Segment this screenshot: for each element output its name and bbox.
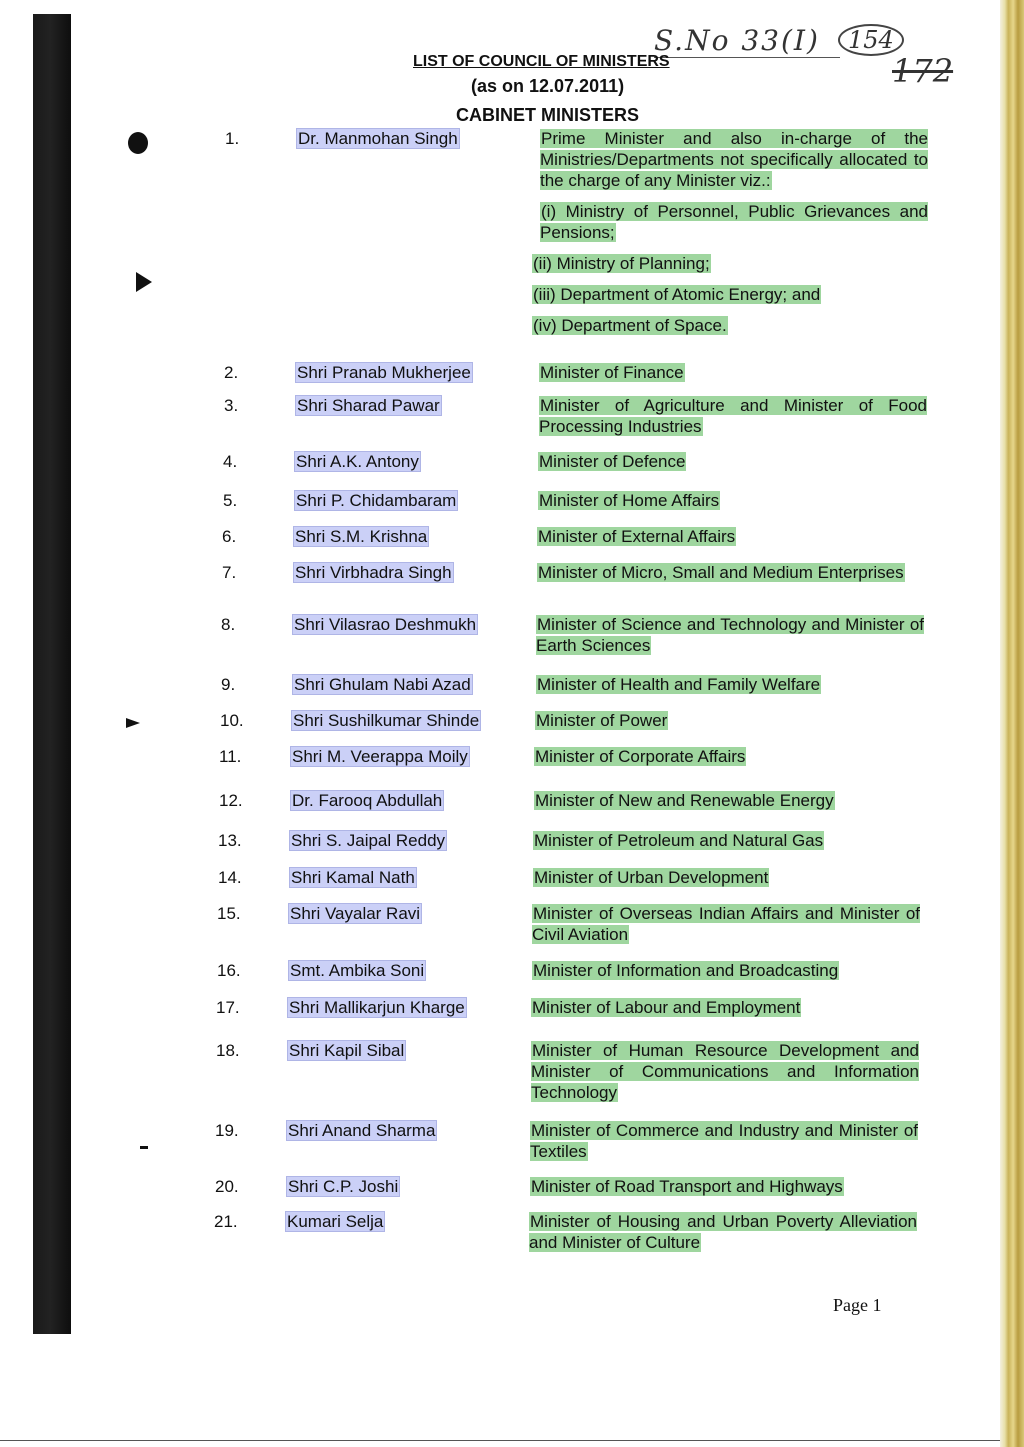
- minister-portfolio-cell: [534, 790, 922, 811]
- document-date: (as on 12.07.2011): [471, 76, 625, 96]
- minister-portfolio-cell: [530, 1176, 918, 1197]
- minister-number: 11.: [219, 747, 242, 766]
- minister-name-cell: [296, 395, 441, 416]
- minister-portfolio: Minister of Overseas Indian Affairs and Minister of Civil Aviation: [532, 904, 920, 944]
- minister-name-cell: [290, 867, 416, 888]
- minister-portfolio: Minister of Housing and Urban Poverty Alleviation and Minister of Culture: [529, 1212, 917, 1252]
- page-edge-right: [1000, 0, 1024, 1447]
- minister-portfolio-cell: [539, 395, 927, 437]
- minister-portfolio: Minister of Agriculture and Minister of Food Processing Industries: [539, 396, 927, 436]
- minister-name: Shri Mallikarjun Kharge: [289, 998, 465, 1017]
- document-title: LIST OF COUNCIL OF MINISTERS: [413, 53, 670, 70]
- minister-portfolio: Minister of New and Renewable Energy: [535, 791, 834, 810]
- minister-portfolio-cell: [530, 1120, 918, 1162]
- minister-portfolio-cell: [538, 451, 926, 472]
- minister-name-cell: [293, 614, 477, 635]
- minister-portfolio: Minister of Home Affairs: [539, 491, 720, 510]
- section-heading: CABINET MINISTERS: [456, 105, 640, 125]
- minister-number: 14.: [218, 868, 242, 887]
- portfolio-subitem-text: (ii) Ministry of Planning;: [533, 254, 710, 273]
- portfolio-subitem: [532, 253, 928, 274]
- minister-name-cell: [295, 451, 420, 472]
- minister-portfolio-cell: [536, 614, 924, 656]
- minister-name: Shri Vilasrao Deshmukh: [294, 615, 477, 634]
- minister-name: Shri C.P. Joshi: [288, 1177, 399, 1196]
- minister-portfolio-cell: [533, 867, 921, 888]
- minister-name: Shri Pranab Mukherjee: [297, 363, 471, 382]
- minister-portfolio-cell: [533, 830, 921, 851]
- minister-name-cell: [287, 1120, 436, 1141]
- minister-portfolio: Minister of Corporate Affairs: [535, 747, 746, 766]
- minister-name: Shri M. Veerappa Moily: [292, 747, 468, 766]
- minister-portfolio: Minister of Human Resource Development and Minister of Communications and Information Technology: [531, 1041, 919, 1102]
- handwritten-serial: S.No 33(I): [654, 24, 820, 57]
- minister-name-cell: [292, 710, 480, 731]
- minister-number: 12.: [219, 791, 243, 810]
- portfolio-subitem: [540, 201, 928, 243]
- minister-number: 5.: [223, 491, 238, 510]
- minister-portfolio: Minister of Information and Broadcasting: [533, 961, 839, 980]
- minister-name-cell: [287, 1176, 399, 1197]
- handwritten-struck-number: 172: [892, 52, 954, 90]
- minister-name-cell: [288, 997, 466, 1018]
- minister-portfolio-cell: [531, 997, 919, 1018]
- minister-portfolio-cell: [536, 674, 924, 695]
- handwritten-circled-number: 154: [838, 24, 904, 56]
- minister-name: Dr. Farooq Abdullah: [292, 791, 443, 810]
- minister-name: Smt. Ambika Soni: [290, 961, 425, 980]
- minister-portfolio-cell: [535, 710, 923, 731]
- minister-number: 13.: [218, 831, 242, 850]
- minister-name-cell: [290, 830, 446, 851]
- minister-number: 8.: [221, 615, 236, 634]
- minister-portfolio-cell: [538, 490, 926, 511]
- minister-name-cell: [288, 1040, 405, 1061]
- minister-portfolio: Minister of Micro, Small and Medium Enterprises: [538, 563, 904, 582]
- minister-number: 9.: [221, 675, 236, 694]
- minister-portfolio-cell: [539, 362, 927, 383]
- minister-number: 16.: [217, 961, 241, 980]
- minister-name: Kumari Selja: [287, 1212, 384, 1231]
- minister-name-cell: [289, 960, 425, 981]
- minister-number: 10.: [220, 711, 244, 730]
- minister-name: Shri Virbhadra Singh: [295, 563, 452, 582]
- minister-number: 4.: [223, 452, 238, 471]
- minister-number: 2.: [224, 363, 239, 382]
- minister-number: 15.: [217, 904, 241, 923]
- portfolio-subitem-text: (iv) Department of Space.: [533, 316, 727, 335]
- minister-name-cell: [294, 526, 428, 547]
- minister-name: Shri P. Chidambaram: [296, 491, 457, 510]
- minister-portfolio-cell: [532, 960, 920, 981]
- minister-number: 6.: [222, 527, 237, 546]
- minister-portfolio-cell: [534, 746, 922, 767]
- minister-portfolio-cell: [537, 562, 925, 583]
- minister-name-cell: [289, 903, 421, 924]
- minister-portfolio-cell: [532, 903, 920, 945]
- minister-portfolio: Minister of Urban Development: [534, 868, 769, 887]
- minister-portfolio: Minister of Road Transport and Highways: [531, 1177, 843, 1196]
- minister-name: Shri Sushilkumar Shinde: [293, 711, 480, 730]
- portfolio-subitem-text: (i) Ministry of Personnel, Public Grievances and Pensions;: [540, 202, 928, 242]
- minister-name: Shri Anand Sharma: [288, 1121, 436, 1140]
- page-number: Page 1: [833, 1295, 882, 1315]
- portfolio-subitem: [532, 315, 928, 336]
- minister-name-cell: [295, 490, 457, 511]
- minister-number: 19.: [215, 1121, 239, 1140]
- minister-name-cell: [297, 128, 459, 149]
- minister-number: 17.: [216, 998, 240, 1017]
- minister-name: Shri Kapil Sibal: [289, 1041, 405, 1060]
- minister-name: Shri Ghulam Nabi Azad: [294, 675, 471, 694]
- minister-name-cell: [286, 1211, 384, 1232]
- minister-portfolio: Minister of Finance: [540, 363, 684, 382]
- minister-name: Shri Kamal Nath: [291, 868, 415, 887]
- minister-name: Shri Vayalar Ravi: [290, 904, 421, 923]
- minister-name: Shri Sharad Pawar: [297, 396, 440, 415]
- minister-portfolio: Minister of Health and Family Welfare: [537, 675, 821, 694]
- minister-number: 1.: [225, 129, 240, 148]
- minister-number: 18.: [216, 1041, 240, 1060]
- minister-portfolio: Minister of Defence: [539, 452, 686, 471]
- portfolio-subitem-text: (iii) Department of Atomic Energy; and: [533, 285, 821, 304]
- minister-name: Shri S.M. Krishna: [295, 527, 428, 546]
- minister-portfolio: Minister of Power: [536, 711, 668, 730]
- minister-name: Dr. Manmohan Singh: [298, 129, 458, 148]
- minister-number: 21.: [214, 1212, 238, 1231]
- minister-portfolio: Minister of Science and Technology and Minister of Earth Sciences: [536, 615, 924, 655]
- minister-portfolio-cell: [537, 526, 925, 547]
- minister-portfolio-cell: [529, 1211, 917, 1253]
- minister-portfolio: Minister of Petroleum and Natural Gas: [534, 831, 824, 850]
- minister-portfolio: Minister of External Affairs: [538, 527, 736, 546]
- minister-number: 3.: [224, 396, 239, 415]
- portfolio-subitem: [532, 284, 928, 305]
- minister-portfolio: Minister of Labour and Employment: [532, 998, 801, 1017]
- minister-name: Shri S. Jaipal Reddy: [291, 831, 446, 850]
- minister-number: 20.: [215, 1177, 239, 1196]
- minister-name-cell: [291, 790, 443, 811]
- minister-name-cell: [291, 746, 469, 767]
- minister-name: Shri A.K. Antony: [296, 452, 419, 471]
- minister-number: 7.: [222, 563, 237, 582]
- minister-name-cell: [294, 562, 453, 583]
- minister-portfolio-cell: [531, 1040, 919, 1103]
- minister-portfolio: Prime Minister and also in-charge of the Ministries/Departments not specifically allocated to the charge of any Minister viz.:: [540, 129, 928, 190]
- minister-portfolio-cell: [533, 128, 928, 336]
- minister-portfolio: Minister of Commerce and Industry and Minister of Textiles: [530, 1121, 918, 1161]
- minister-name-cell: [296, 362, 472, 383]
- minister-name-cell: [293, 674, 472, 695]
